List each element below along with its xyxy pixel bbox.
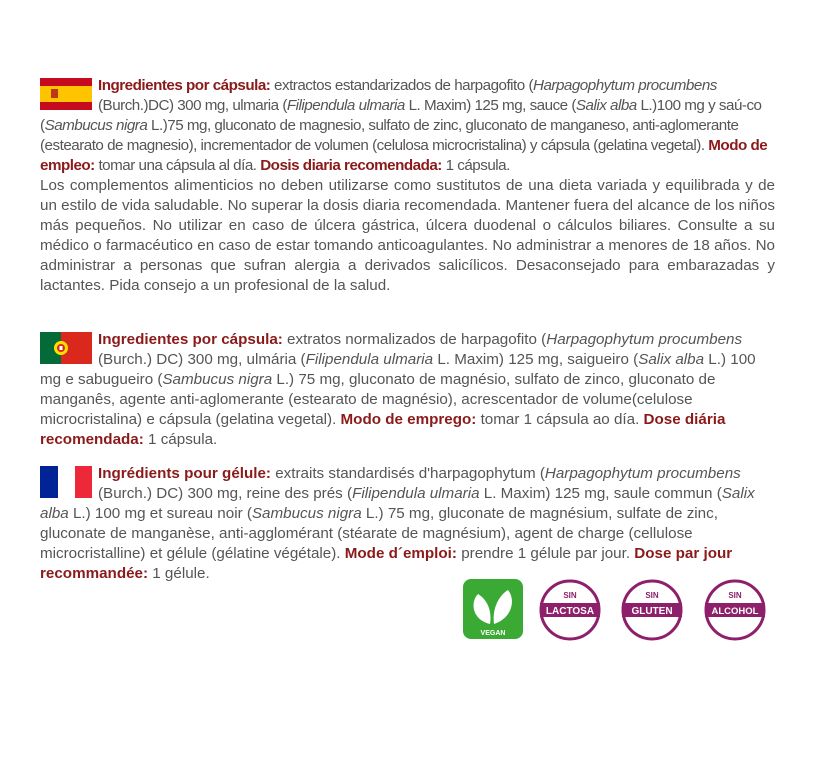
dose-heading: Dose par jour recommandée: <box>40 545 733 582</box>
alcohol-label: ALCOHOL <box>711 606 759 617</box>
french-section <box>40 464 775 584</box>
usage-heading: Mode d´emploi: <box>344 545 457 562</box>
sin-lactosa-badge <box>538 578 602 642</box>
lactosa-label: LACTOSA <box>545 606 595 617</box>
ingredients-heading: Ingredientes por cápsula: <box>98 331 283 348</box>
sin-label: SIN <box>728 591 742 600</box>
spanish-ingredients: Ingredientes por cápsula: extractos estandarizados de harpagofito (Harpagophytum procumbens (Burch.)DC) 300 mg, ulmaria (Filipendula ulmaria L. Maxim) 125 mg, sauce (Salix alba L.)100 mg y saú-co (Sambucus nigra L.)75 mg, gluconato de magnesio, sulfato de zinc, gluconato de manganeso, anti-aglomerante (estearato de magnesio), incrementador de volumen (celulosa microcristalina) y cápsula (gelatina vegetal). Modo de empleo: tomar una cápsula al día. Dosis diaria recomendada: 1 cápsula. <box>40 77 768 174</box>
sin-label: SIN <box>563 591 577 600</box>
dose-heading: Dose diária recomendada: <box>40 411 726 448</box>
spanish-section <box>40 76 775 296</box>
french-ingredients: Ingrédients pour gélule: extraits standardisés d'harpagophytum (Harpagophytum procumbens (Burch.) DC) 300 mg, reine des prés (Filipendula ulmaria L. Maxim) 125 mg, saule commun (Salix alba L.) 100 mg et sureau noir (Sambucus nigra L.) 75 mg, gluconate de magnésium, sulfate de zinc, gluconate de manganèse, anti-agglomérant (stéarate de magnésium), agent de charge (cellulose microcristalline) et gélule (gélatine végétale). Mode d´emploi: prendre 1 gélule par jour. Dose par jour recommandée: 1 gélule. <box>40 465 755 582</box>
portuguese-ingredients: Ingredientes por cápsula: extratos normalizados de harpagofito (Harpagophytum procumbens (Burch.) DC) 300 mg, ulmária (Filipendula ulmaria L. Maxim) 125 mg, saigueiro (Salix alba L.) 100 mg e sabugueiro (Sambucus nigra L.) 75 mg, gluconato de magnésio, sulfato de zinco, gluconato de manganês, agente anti-aglomerante (estearato de magnésio), acrescentador de volume(celulose microcristalina) e cápsula (gelatina vegetal). Modo de emprego: tomar 1 cápsula ao día. Dose diária recomendada: 1 cápsula. <box>40 331 756 448</box>
gluten-label: GLUTEN <box>631 606 673 617</box>
ingredients-heading: Ingrédients pour gélule: <box>98 465 271 482</box>
dose-heading: Dosis diaria recomendada: <box>260 157 442 174</box>
spanish-warnings: Los complementos alimenticios no deben utilizarse como sustitutos de una dieta variada y equilibrada y de un estilo de vida saludable. No superar la dosis diaria recomendada. Mantener fuera del alcance de los niños más pequeños. No utilizar en caso de úlcera gástrica, úlcera duodenal o cálculos biliares. Consulte a su médico o farmacéutico en caso de estar tomando anticoagulantes. No administrar a menores de 18 años. No administrar a personas que sufran alergia a derivados salicílicos. Desaconsejado para embarazadas y lactantes. Pida consejo a un profesional de la salud. <box>40 177 775 294</box>
vegan-badge <box>462 578 524 640</box>
france-flag-icon <box>40 466 92 498</box>
portuguese-section <box>40 330 775 450</box>
sin-alcohol-badge <box>703 578 767 642</box>
usage-heading: Modo de empleo: <box>40 137 768 174</box>
sin-gluten-badge <box>620 578 684 642</box>
vegan-label: VEGAN <box>480 630 506 637</box>
usage-heading: Modo de emprego: <box>340 411 477 428</box>
sin-label: SIN <box>645 591 659 600</box>
spain-flag-icon <box>40 78 92 110</box>
portugal-flag-icon <box>40 332 92 364</box>
ingredients-heading: Ingredientes por cápsula: <box>98 77 271 94</box>
